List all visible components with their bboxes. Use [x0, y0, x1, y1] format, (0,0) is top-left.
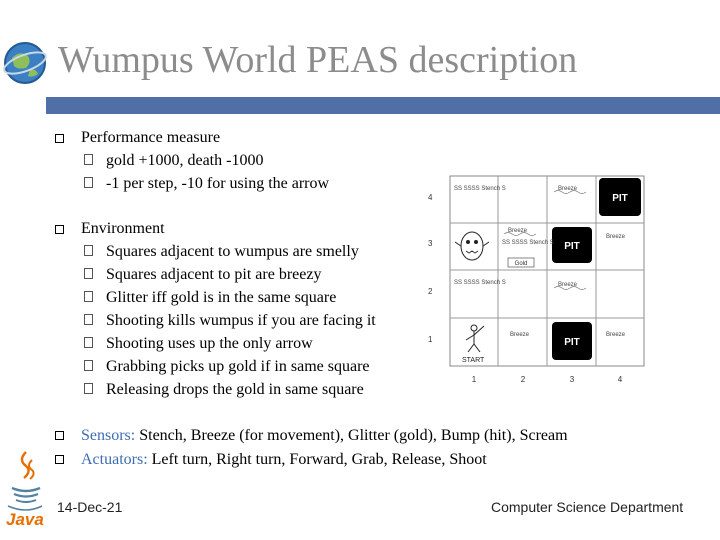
gold-marker	[508, 258, 534, 267]
wumpus-grid	[428, 172, 696, 392]
svg-text:PIT: PIT	[612, 193, 628, 204]
pit-cell	[552, 227, 592, 263]
sub-bullet	[84, 337, 93, 348]
sub-bullet	[84, 383, 93, 394]
breeze-label: Breeze	[508, 228, 528, 234]
environment-item: Shooting kills wumpus if you are facing it	[106, 312, 376, 329]
globe-icon	[2, 40, 48, 86]
svg-text:Gold: Gold	[514, 261, 528, 267]
environment-item: Releasing drops the gold in same square	[106, 381, 364, 398]
col-label: 3	[569, 375, 575, 384]
sub-bullet	[84, 245, 93, 256]
col-label: 1	[471, 375, 477, 384]
java-logo-icon	[4, 448, 46, 528]
actuators-line	[81, 451, 487, 469]
row-label: 2	[428, 287, 433, 296]
sensors-text: Stench, Breeze (for movement), Glitter (gold), Bump (hit), Scream	[135, 427, 568, 444]
row-label: 1	[428, 335, 433, 344]
sub-bullet	[84, 291, 93, 302]
sensors-line	[81, 427, 568, 445]
stench-label: SS SSSS Stench S	[454, 186, 506, 192]
sub-bullet	[84, 268, 93, 279]
bullet-square	[55, 455, 64, 464]
page-title: Wumpus World PEAS description	[58, 39, 578, 81]
stench-label: SS SSSS Stench S	[454, 280, 506, 286]
bullet-square	[55, 225, 64, 234]
environment-item: Squares adjacent to wumpus are smelly	[106, 243, 359, 260]
title-rule	[46, 97, 720, 114]
sub-bullet	[84, 314, 93, 325]
row-label: 4	[428, 193, 433, 202]
actuators-text: Left turn, Right turn, Forward, Grab, Release, Shoot	[147, 451, 487, 468]
environment-item: Glitter iff gold is in the same square	[106, 289, 337, 306]
title-rule-gap	[0, 97, 46, 114]
pit-cell	[552, 322, 592, 360]
footer-date: 14-Dec-21	[57, 499, 123, 515]
wumpus-monster	[455, 232, 489, 260]
pit-cell	[599, 178, 641, 216]
sub-bullet	[84, 177, 93, 188]
environment-item: Shooting uses up the only arrow	[106, 335, 313, 352]
bullet-square	[55, 431, 64, 440]
actuators-label: Actuators:	[81, 451, 148, 468]
col-label: 2	[520, 375, 526, 384]
performance-heading: Performance measure	[81, 129, 221, 146]
environment-item: Grabbing picks up gold if in same square	[106, 358, 370, 375]
sub-bullet	[84, 154, 93, 165]
performance-item: -1 per step, -10 for using the arrow	[106, 175, 330, 192]
start-label: START	[462, 357, 485, 364]
svg-text:Java: Java	[6, 510, 44, 529]
breeze-label: Breeze	[606, 234, 626, 240]
sensors-label: Sensors:	[81, 427, 136, 444]
breeze-label: Breeze	[606, 332, 626, 338]
row-label: 3	[428, 239, 433, 248]
svg-text:PIT: PIT	[564, 241, 580, 252]
sub-bullet	[84, 360, 93, 371]
environment-heading: Environment	[81, 220, 165, 237]
bullet-square	[55, 134, 64, 143]
svg-text:PIT: PIT	[564, 337, 580, 348]
footer-department: Computer Science Department	[491, 499, 684, 515]
performance-item: gold +1000, death -1000	[106, 152, 264, 169]
agent-figure	[466, 325, 484, 352]
col-label: 4	[617, 375, 623, 384]
stench-label: SS SSSS Stench S	[502, 240, 554, 246]
breeze-label: Breeze	[558, 186, 578, 192]
breeze-label: Breeze	[510, 332, 530, 338]
environment-item: Squares adjacent to pit are breezy	[106, 266, 322, 283]
breeze-label: Breeze	[558, 282, 578, 288]
